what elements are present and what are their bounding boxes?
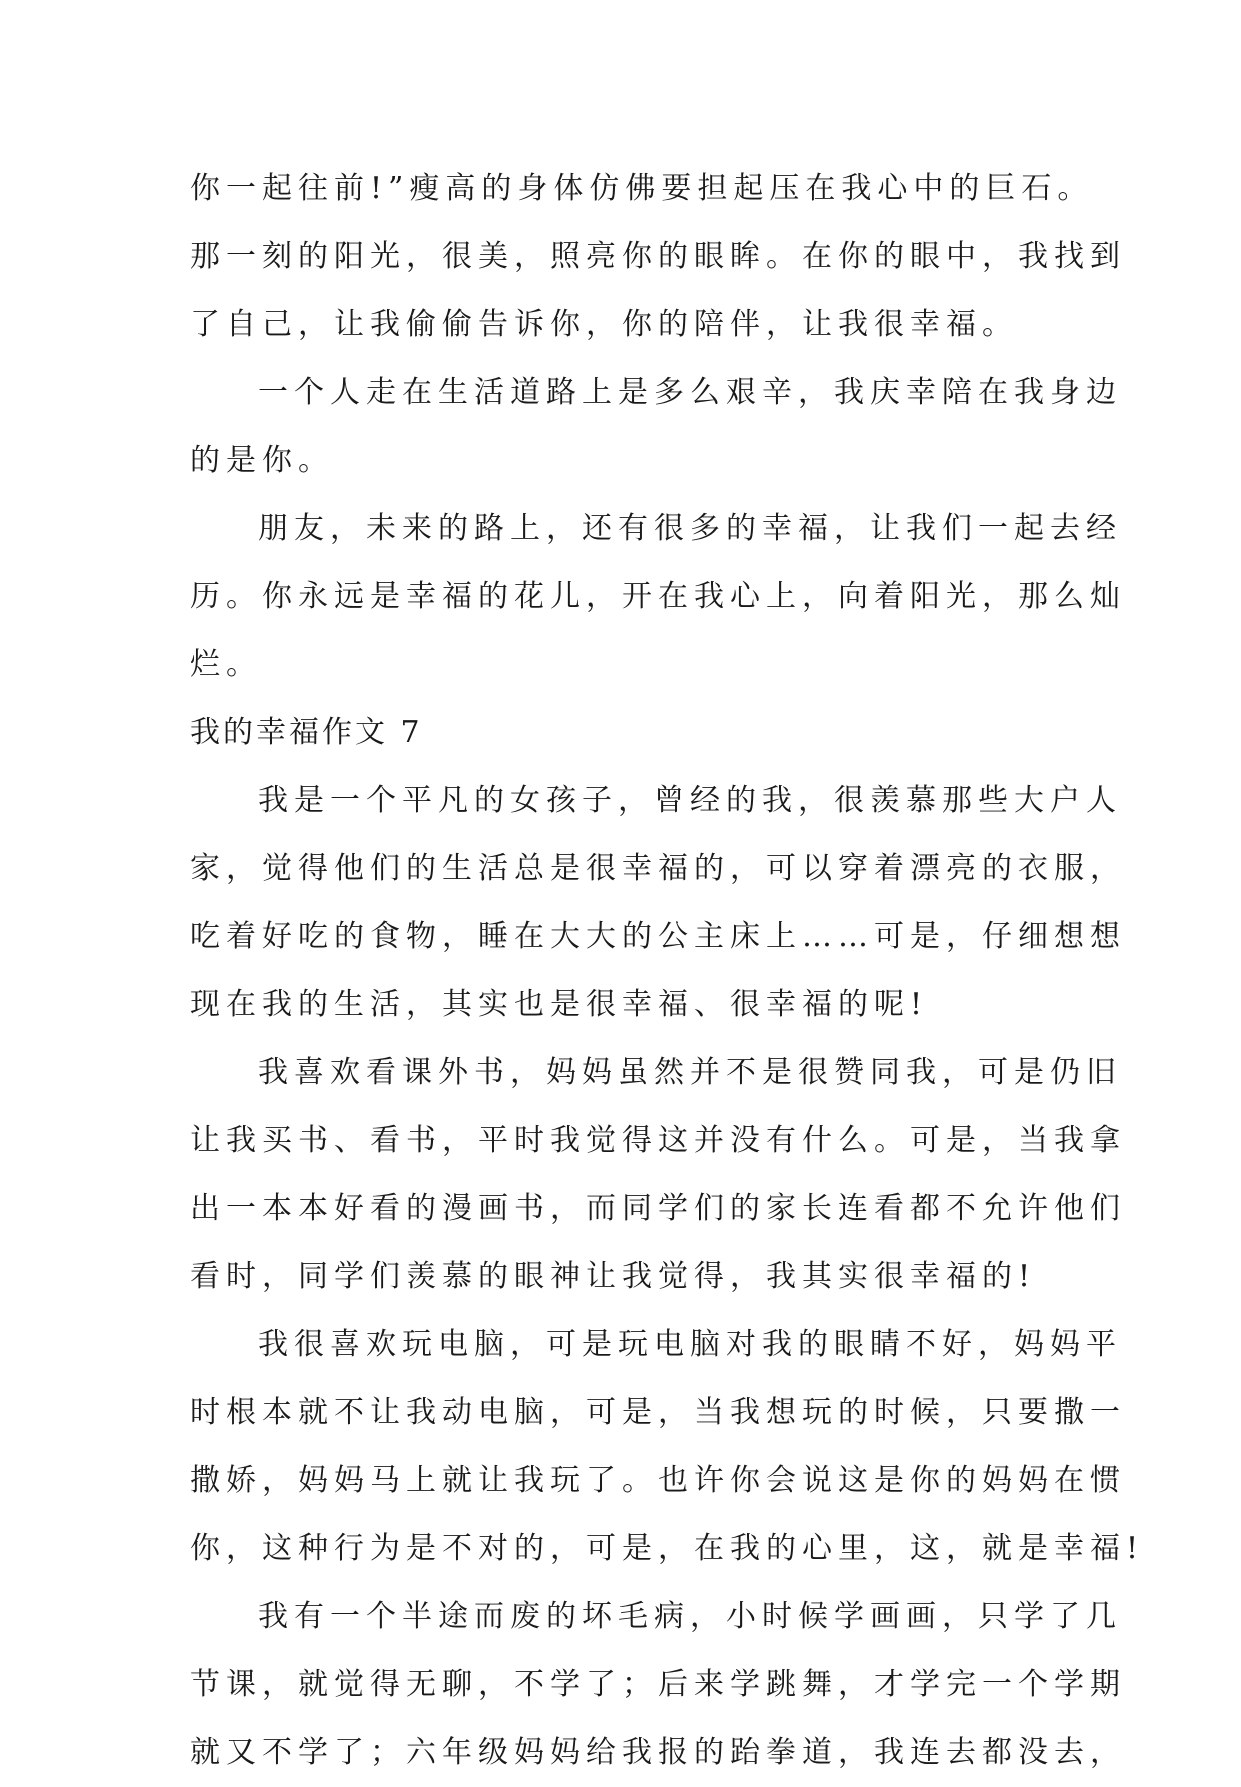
paragraph-first-line: 我有一个半途而废的坏毛病，小时候学画画，只学了几 [258, 1599, 1122, 1634]
text-line: 吃着好吃的食物，睡在大大的公主床上……可是，仔细想想 [190, 919, 1126, 954]
text-line: 的是你。 [190, 443, 334, 478]
text-line: 家，觉得他们的生活总是很幸福的，可以穿着漂亮的衣服， [190, 851, 1126, 886]
text-line: 那一刻的阳光，很美，照亮你的眼眸。在你的眼中，我找到 [190, 239, 1126, 274]
text-line: 历。你永远是幸福的花儿，开在我心上，向着阳光，那么灿 [190, 579, 1126, 614]
paragraph-first-line: 我喜欢看课外书，妈妈虽然并不是很赞同我，可是仍旧 [258, 1055, 1122, 1090]
text-line: 撒娇，妈妈马上就让我玩了。也许你会说这是你的妈妈在惯 [190, 1463, 1126, 1498]
document-page [190, 155, 1145, 1787]
text-line: 现在我的生活，其实也是很幸福、很幸福的呢! [190, 987, 929, 1022]
section-heading: 我的幸福作文 7 [190, 715, 423, 750]
text-line: 烂。 [190, 647, 262, 682]
text-line: 了自己，让我偷偷告诉你，你的陪伴，让我很幸福。 [190, 307, 1018, 342]
text-line: 看时，同学们羡慕的眼神让我觉得，我其实很幸福的! [190, 1259, 1037, 1294]
text-line: 你一起往前!”瘦高的身体仿佛要担起压在我心中的巨石。 [190, 171, 1094, 206]
paragraph-first-line: 我是一个平凡的女孩子，曾经的我，很羡慕那些大户人 [258, 783, 1122, 818]
text-line: 出一本本好看的漫画书，而同学们的家长连看都不允许他们 [190, 1191, 1126, 1226]
paragraph-first-line: 一个人走在生活道路上是多么艰辛，我庆幸陪在我身边 [258, 375, 1122, 410]
text-line: 就又不学了；六年级妈妈给我报的跆拳道，我连去都没去， [190, 1735, 1126, 1770]
text-line: 节课，就觉得无聊，不学了；后来学跳舞，才学完一个学期 [190, 1667, 1126, 1702]
paragraph-first-line: 我很喜欢玩电脑，可是玩电脑对我的眼睛不好，妈妈平 [258, 1327, 1122, 1362]
paragraph-first-line: 朋友，未来的路上，还有很多的幸福，让我们一起去经 [258, 511, 1122, 546]
text-line: 时根本就不让我动电脑，可是，当我想玩的时候，只要撒一 [190, 1395, 1126, 1430]
text-line: 你，这种行为是不对的，可是，在我的心里，这，就是幸福! [190, 1531, 1145, 1566]
text-line: 让我买书、看书，平时我觉得这并没有什么。可是，当我拿 [190, 1123, 1126, 1158]
